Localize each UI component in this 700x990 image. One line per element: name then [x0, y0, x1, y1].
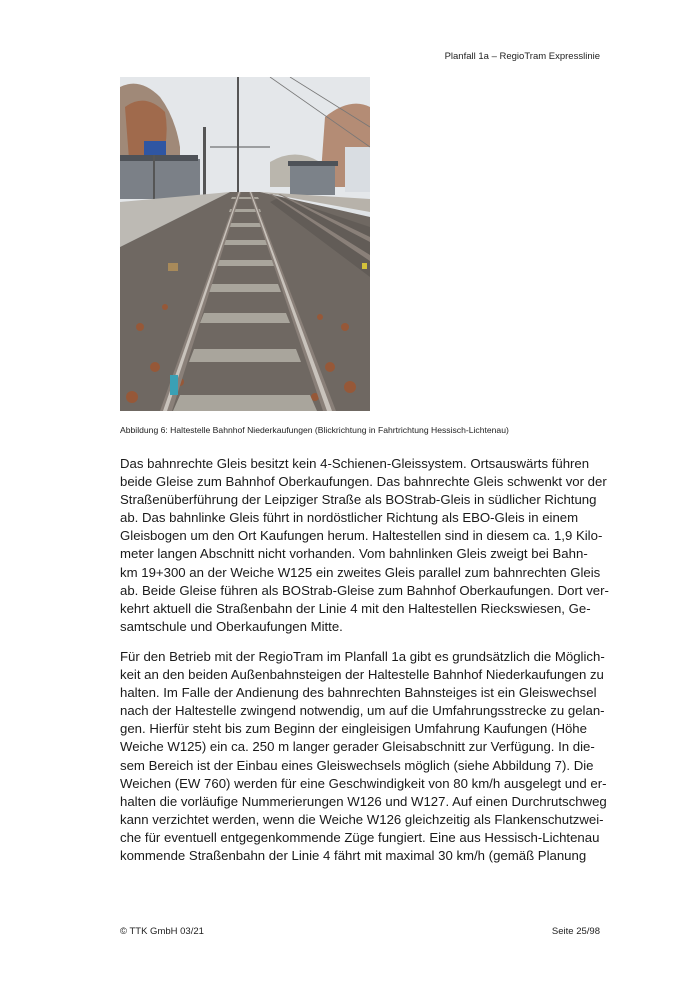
text-line: Für den Betrieb mit der RegioTram im Planfall 1a gibt es grundsätzlich die Möglich- [120, 649, 605, 664]
building-right [345, 147, 370, 192]
text-line: meter langen Abschnitt nicht vorhanden. Vom bahnlinken Gleis zweigt bei Bahn- [120, 546, 588, 562]
text-line: che für eventuell entgegenkommende Züge fungiert. Eine aus Hessisch-Lichtenau [120, 829, 600, 845]
text-line: halten die vorläufige Nummerierungen W126 und W127. Auf einen Durchrutschweg [120, 793, 607, 809]
station-sign [144, 141, 166, 155]
text-line: Das bahnrechte Gleis besitzt kein 4-Schienen-Gleissystem. Ortsauswärts führen [120, 456, 590, 471]
running-header: Planfall 1a – RegioTram Expresslinie [444, 51, 600, 62]
text-line: halten. Im Falle der Andienung des bahnrechten Bahnsteiges ist ein Gleiswechsel [120, 685, 597, 701]
footer-copyright: © TTK GmbH 03/21 [120, 926, 204, 937]
catenary-pole-left [203, 127, 206, 197]
platform-shelter-left [120, 159, 200, 199]
text-line: km 19+300 an der Weiche W125 ein zweites Gleis parallel zum bahnrechten Gleis [120, 564, 601, 580]
text-line: Gleisbogen um den Ort Kaufungen herum. Haltestellen sind in diesem ca. 1,9 Kilo- [120, 528, 603, 544]
text-line: Straßenüberführung der Leipziger Straße als BOStrab-Gleis in südlicher Richtung [120, 492, 597, 508]
paragraph-2 [120, 648, 607, 865]
text-line: samtschule und Oberkaufungen Mitte. [120, 618, 343, 634]
text-line: ab. Beide Gleise führen als BOStrab-Gleise zum Bahnhof Oberkaufungen. Dort ver- [120, 582, 609, 598]
shelter-roof-right [288, 161, 338, 166]
railway-track-image [120, 77, 370, 411]
catenary-pole-center [237, 77, 239, 197]
platform-shelter-right [290, 165, 335, 195]
text-line: sem Bereich ist der Einbau eines Gleiswechsels möglich (siehe Abbildung 7). Die [120, 757, 594, 773]
paragraph-1 [120, 455, 609, 636]
shelter-roof-left [120, 155, 198, 161]
trackside-equipment [170, 375, 178, 395]
text-line: ab. Das bahnlinke Gleis führt in nordöstlicher Richtung als EBO-Gleis in einem [120, 510, 579, 526]
text-line: kehrt aktuell die Straßenbahn der Linie 4 mit den Haltestellen Rieckswiesen, Ge- [120, 600, 591, 616]
figure-caption: Abbildung 6: Haltestelle Bahnhof Niederkaufungen (Blickrichtung in Fahrtrichtung Hessisch-Lichtenau) [120, 425, 509, 435]
text-line: nach der Haltestelle zwingend notwendig, um auf die Umfahrungsstrecke zu gelan- [120, 703, 605, 719]
text-line: kommende Straßenbahn der Linie 4 fährt mit maximal 30 km/h (gemäß Planung [120, 848, 587, 864]
text-line: gen. Hierfür steht bis zum Beginn der eingleisigen Umfahrung Kaufungen (Höhe [120, 721, 587, 737]
text-line: Weichen (EW 760) werden für eine Geschwindigkeit von 80 km/h ausgelegt und er- [120, 775, 607, 791]
footer-page-number: Seite 25/98 [551, 926, 600, 937]
track-marker [168, 263, 178, 271]
track-signal-marker [362, 263, 367, 269]
text-line: Weiche W125) ein ca. 250 m langer gerader Gleisabschnitt zur Verfügung. In die- [120, 739, 595, 755]
text-line: keit an den beiden Außenbahnsteigen der Haltestelle Bahnhof Niederkaufungen zu [120, 667, 604, 683]
sign-pole [153, 155, 155, 205]
station-photo [120, 77, 370, 411]
text-line: kann verzichtet werden, wenn die Weiche W126 gleichzeitig als Flankenschutzwei- [120, 811, 604, 827]
text-line: beide Gleise zum Bahnhof Oberkaufungen. Das bahnrechte Gleis schwenkt vor der [120, 474, 607, 490]
